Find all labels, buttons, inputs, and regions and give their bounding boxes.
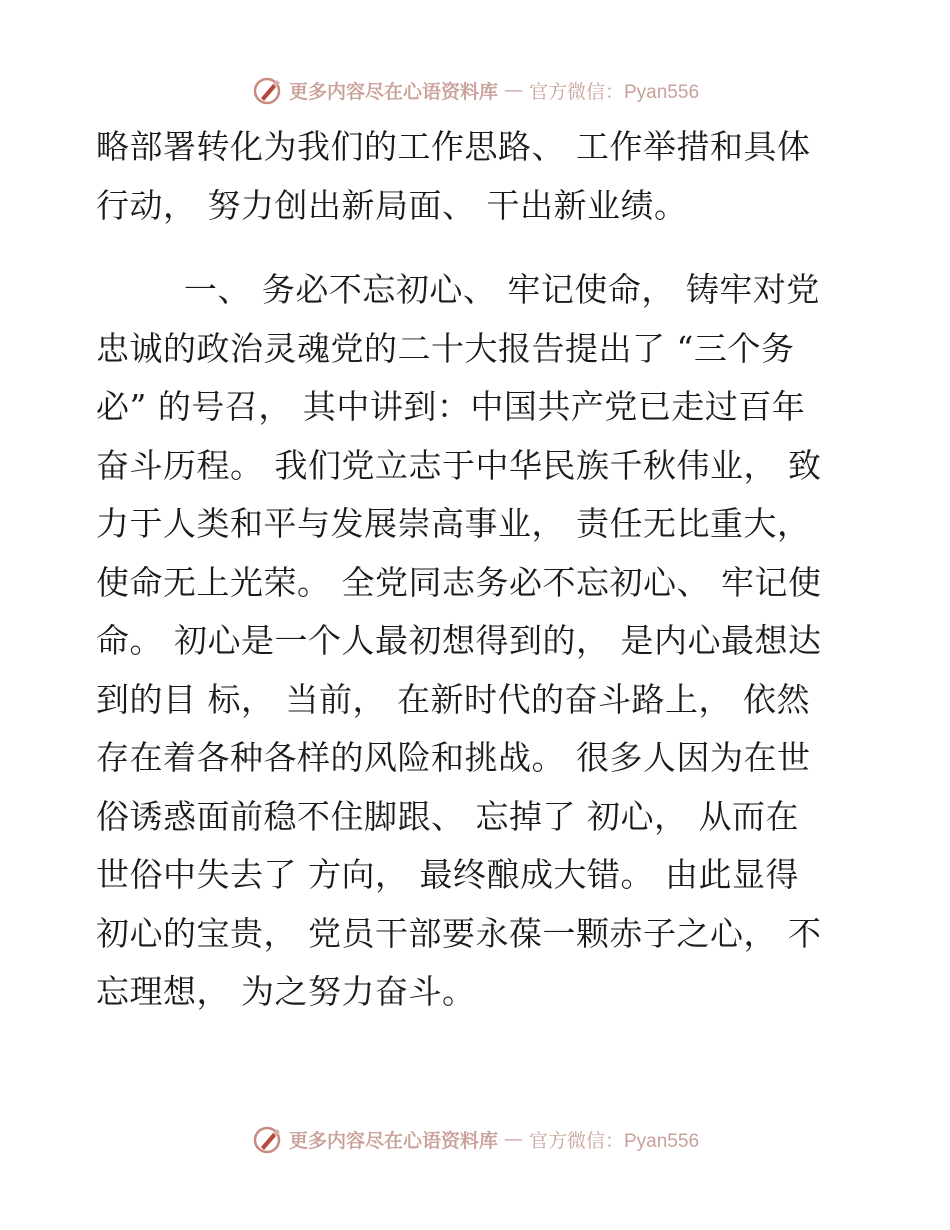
pen-logo-icon	[251, 74, 283, 106]
text-line: 必” 的号召， 其中讲到：中国共产党已走过百年	[96, 387, 806, 426]
text-line: 世俗中失去了 方向， 最终酿成大错。 由此显得	[96, 855, 799, 894]
text-line: 存在着各种各样的风险和挑战。 很多人因为在世	[96, 738, 811, 777]
text-line: 忘理想， 为之努力奋斗。	[96, 972, 476, 1011]
text-line: 俗诱惑面前稳不住脚跟、 忘掉了 初心， 从而在	[96, 796, 799, 836]
watermark-main-text: 更多内容尽在心语资料库	[288, 80, 498, 103]
section-heading-line: 一、 务必不忘初心、 牢记使命， 铸牢对党	[96, 270, 820, 309]
watermark-dash: —	[504, 1128, 523, 1150]
text-line: 初心的宝贵， 党员干部要永葆一颗赤子之心， 不	[96, 913, 822, 953]
watermark-main-text: 更多内容尽在心语资料库	[288, 1129, 498, 1152]
text-line: 使命无上光荣。 全党同志务必不忘初心、 牢记使	[96, 562, 822, 602]
text-line: 奋斗历程。 我们党立志于中华民族千秋伟业， 致	[96, 445, 822, 485]
paragraph	[96, 261, 856, 1022]
text-line: 忠诚的政治灵魂党的二十大报告提出了 “三个务	[96, 328, 795, 368]
header-watermark	[0, 70, 950, 110]
paragraph	[96, 118, 856, 235]
text-line: 行动， 努力创出新局面、 干出新业绩。	[96, 185, 688, 225]
watermark-dash: —	[504, 79, 523, 101]
text-line: 力于人类和平与发展崇高事业， 责任无比重大，	[96, 504, 811, 543]
document-body	[96, 118, 856, 1022]
pen-logo-icon	[251, 1123, 283, 1155]
watermark-wechat-text: 官方微信：Pyan556	[529, 1130, 700, 1152]
text-line: 命。 初心是一个人最初想得到的， 是内心最想达	[96, 621, 822, 660]
footer-watermark	[0, 1119, 950, 1159]
text-line: 到的目 标， 当前， 在新时代的奋斗路上， 依然	[96, 679, 810, 719]
text-line: 略部署转化为我们的工作思路、 工作举措和具体	[96, 127, 811, 166]
watermark-wechat-text: 官方微信：Pyan556	[529, 81, 700, 103]
